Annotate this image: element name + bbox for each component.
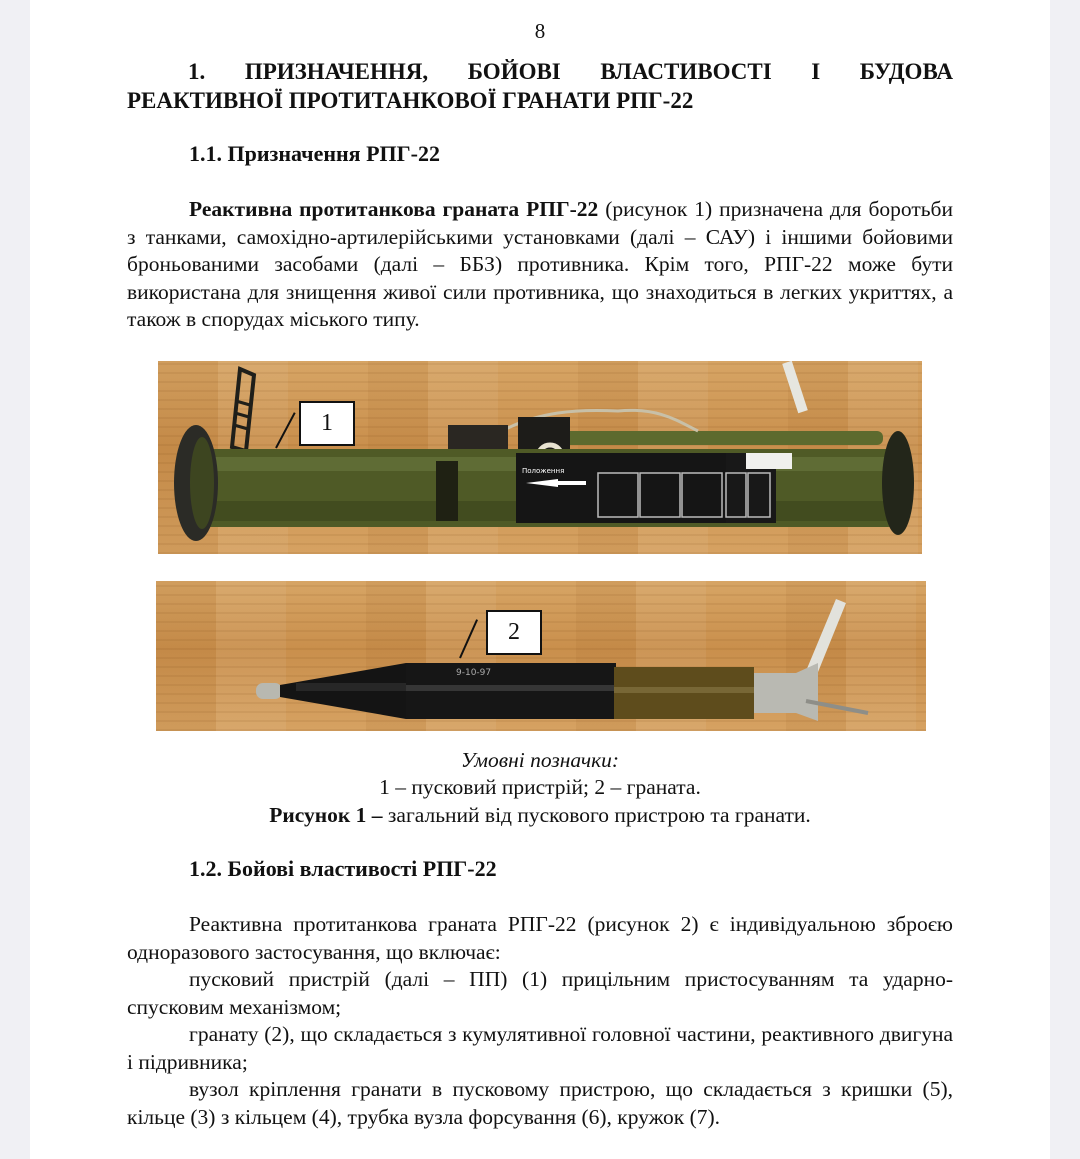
figure-caption-text: загальний від пускового пристрою та гранати. <box>382 803 811 827</box>
callout-label-1: 1 <box>299 401 355 446</box>
paragraph-bold-lead: Реактивна протитанкова граната РПГ-22 <box>189 197 599 221</box>
figure-photo-launcher <box>158 361 922 554</box>
background-stick <box>782 361 808 413</box>
tail-fin <box>806 599 846 677</box>
legend-title-text: Умовні позначки: <box>460 748 620 772</box>
nose-tip <box>256 683 282 699</box>
section-1-2-paragraph: гранату (2), що складається з кумулятивної головної частини, реактивного двигуна і підривника; <box>127 1022 953 1074</box>
callout-label-2: 2 <box>486 610 542 655</box>
grenade-illustration <box>156 581 926 731</box>
figure-photo-grenade <box>156 581 926 731</box>
front-sight <box>232 369 254 451</box>
rear-flange <box>882 431 914 535</box>
warhead-marking: 9-10-97 <box>456 668 492 678</box>
section-1-1-paragraph <box>127 196 953 334</box>
carry-rod <box>553 431 883 445</box>
section-heading-1-2: 1.2. Бойові властивості РПГ-22 <box>189 856 497 881</box>
launcher-illustration <box>158 361 922 554</box>
label-text: Положення <box>522 467 565 475</box>
chapter-title-word: І <box>811 59 821 84</box>
chapter-title-line-1 <box>127 57 953 86</box>
section-heading-1-1: 1.1. Призначення РПГ-22 <box>189 141 440 166</box>
paragraph-text: (рисунок 1) призначена для боротьби з танками, самохідно-артилерійськими установками (далі – САУ) і іншими бойовими броньованими засобами (далі – ББЗ) противника. Крім того, РПГ-22 може бути використана для знищення живої сили противника, що знаходиться в легких укриттях, а також в спорудах міського типу. <box>127 197 953 331</box>
chapter-title-word: 1. <box>188 59 206 84</box>
figure-caption <box>0 801 1080 829</box>
figure-legend-items: 1 – пусковий пристрій; 2 – граната. <box>379 775 701 799</box>
chapter-title-word: ВЛАСТИВОСТІ <box>600 59 772 84</box>
chapter-title-line-2: РЕАКТИВНОЇ ПРОТИТАНКОВОЇ ГРАНАТИ РПГ-22 <box>127 88 694 113</box>
chapter-title-word: БУДОВА <box>859 59 953 84</box>
section-1-2-paragraph: вузол кріплення гранати в пусковому пристрою, що складається з кришки (5), кільце (3) з кільцем (4), трубка вузла форсування (6), кружок (7). <box>127 1077 953 1129</box>
chapter-title-word: ПРИЗНАЧЕННЯ, <box>244 59 429 84</box>
section-1-2-paragraph: Реактивна протитанкова граната РПГ-22 (рисунок 2) є індивідуальною зброєю одноразового застосування, що включає: <box>127 912 953 964</box>
chapter-title <box>127 57 953 115</box>
chapter-title-word: БОЙОВІ <box>467 59 561 84</box>
figure-caption-label: Рисунок 1 – <box>269 803 383 827</box>
section-1-2-paragraph: пусковий пристрій (далі – ПП) (1) прицільним пристосуванням та ударно-спусковим механізмом; <box>127 967 953 1019</box>
section-1-2-body <box>127 911 953 1131</box>
tube-band <box>436 461 458 521</box>
instruction-label <box>516 453 726 523</box>
page-number: 8 <box>534 19 546 43</box>
figure-legend-title <box>0 746 1080 774</box>
tail-unit <box>754 663 818 721</box>
